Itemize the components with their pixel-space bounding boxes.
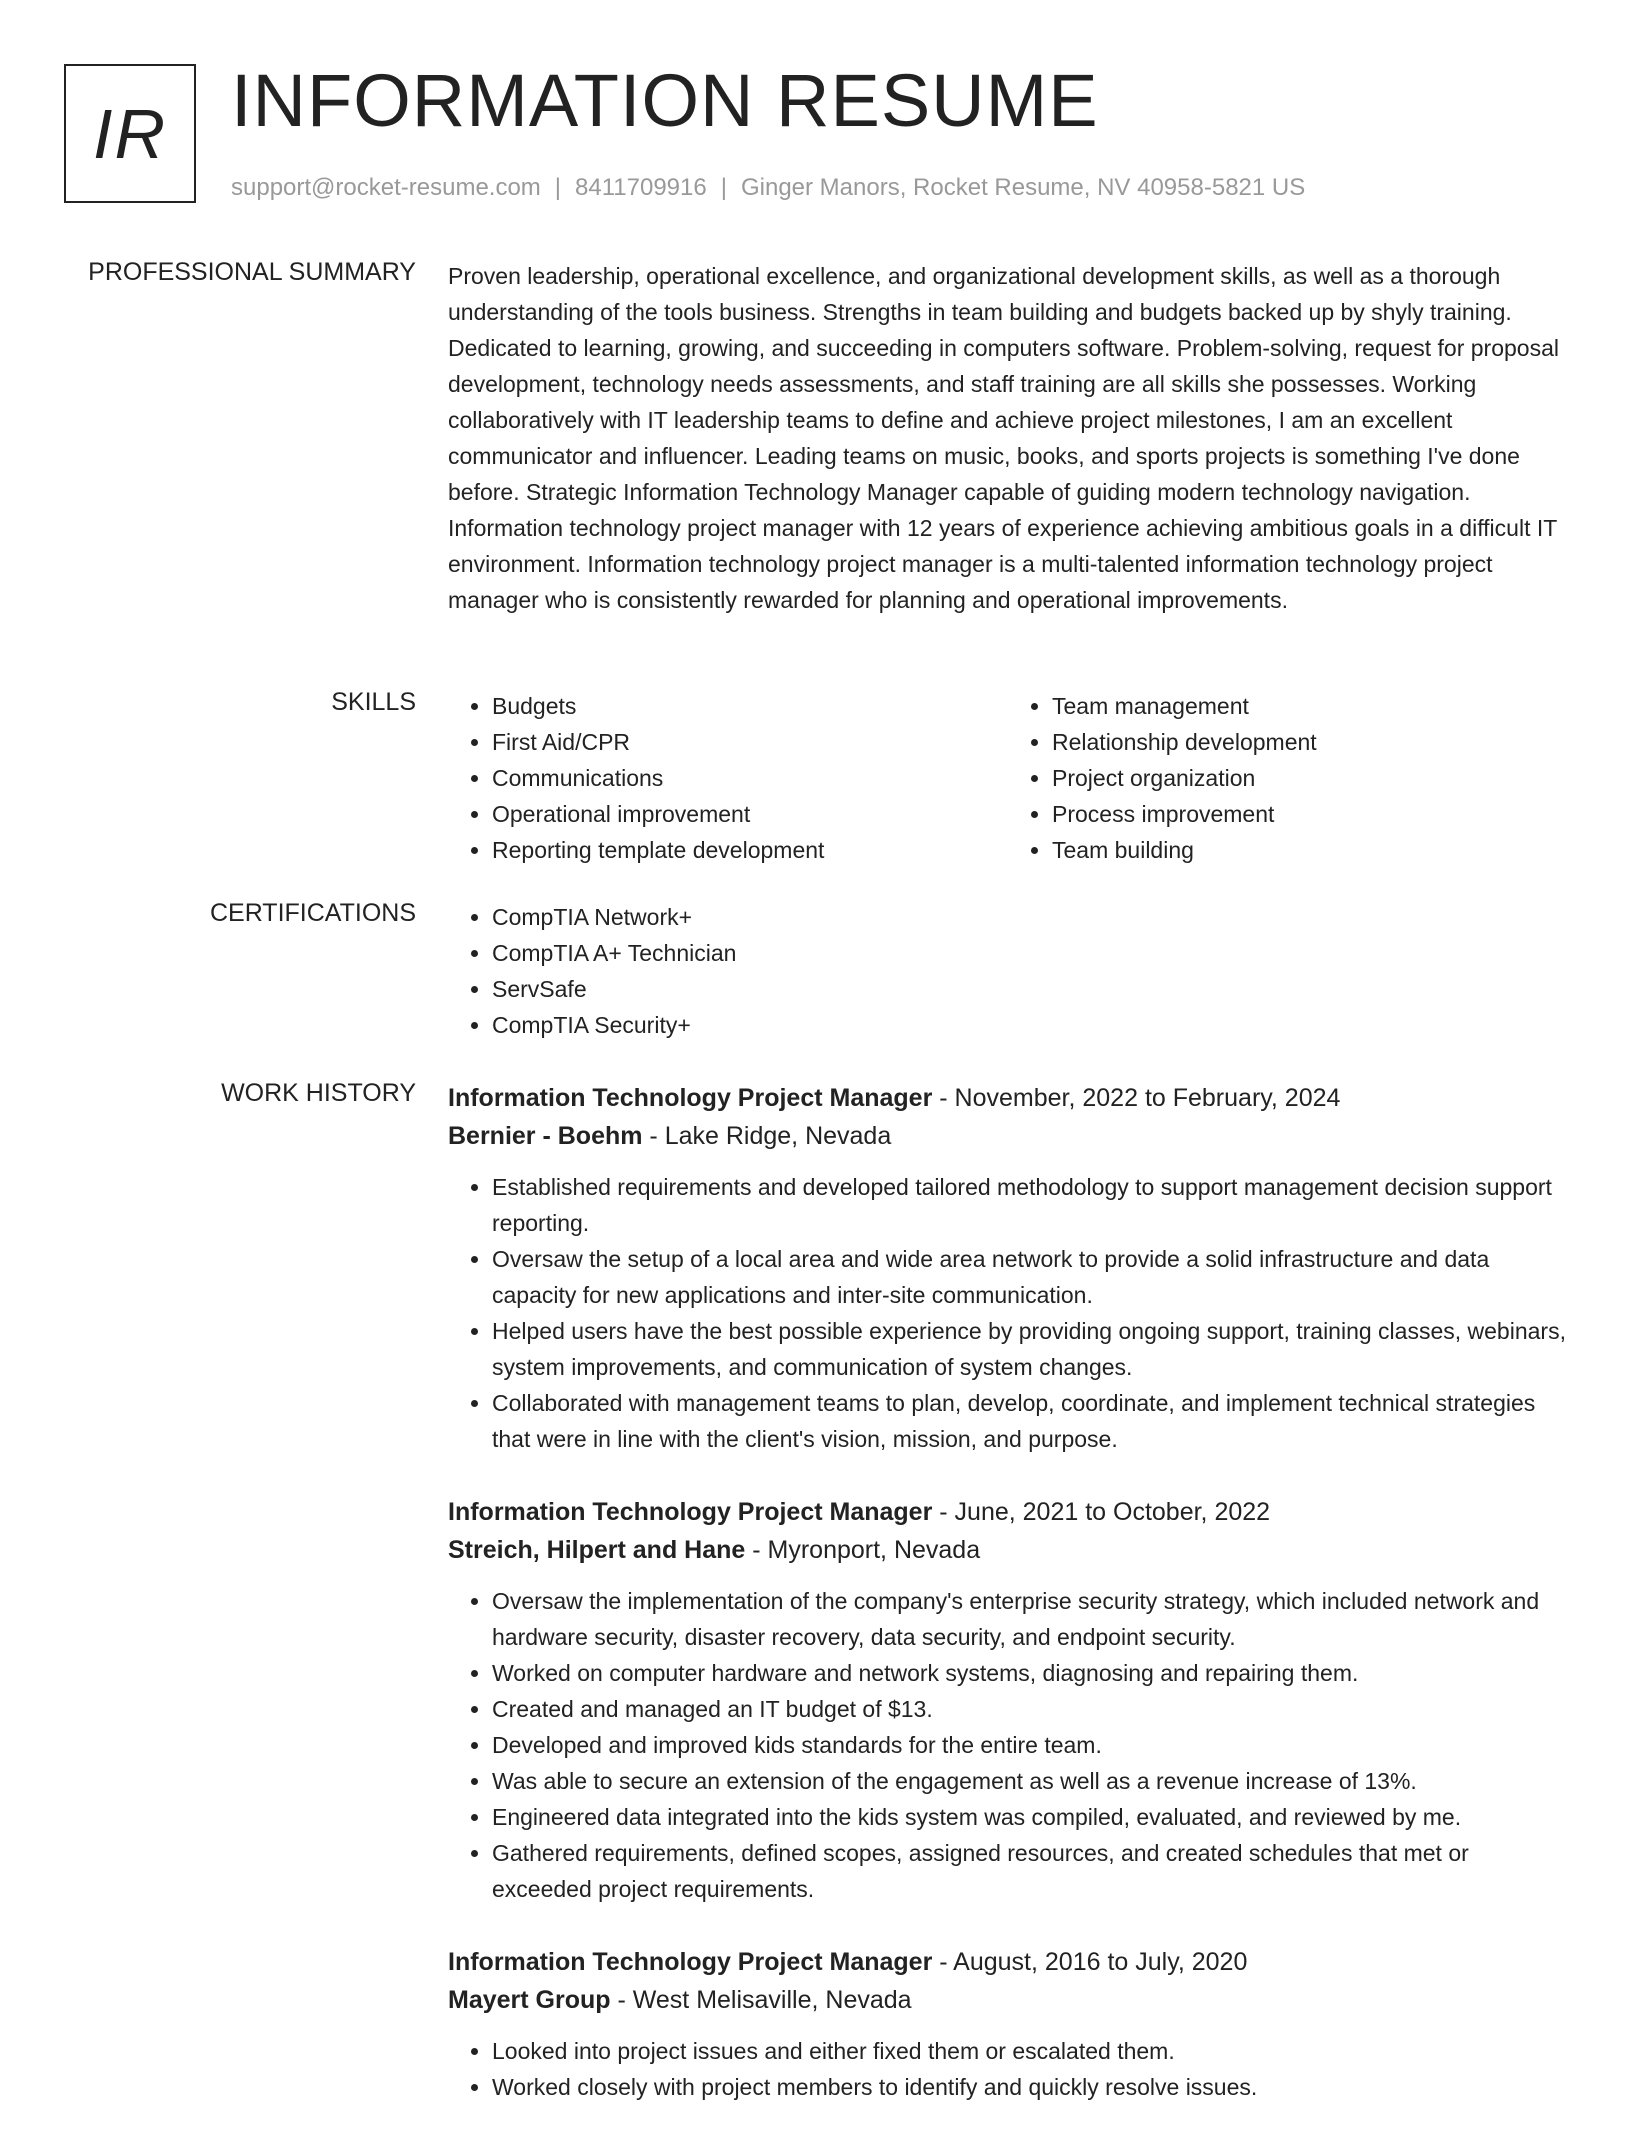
skill-item: • First Aid/CPR: [492, 724, 1008, 760]
skill-item: • Project organization: [1052, 760, 1568, 796]
job-bullet: • Engineered data integrated into the kids system was compiled, evaluated, and reviewed by me.: [492, 1799, 1568, 1835]
summary-body: [448, 258, 1568, 618]
certification-item: • ServSafe: [492, 971, 1568, 1007]
job-location: - West Melisaville, Nevada: [610, 1986, 912, 2014]
contact-address: Ginger Manors, Rocket Resume, NV 40958-5821 US: [740, 174, 1306, 201]
job-dates: - June, 2021 to October, 2022: [932, 1498, 1271, 1526]
certifications-list: [448, 899, 1568, 1043]
monogram-logo: IR: [64, 64, 196, 203]
skill-item: • Communications: [492, 760, 1008, 796]
contact-separator: |: [720, 174, 727, 201]
contact-phone[interactable]: 8411709916: [575, 174, 707, 201]
job-dates: - August, 2016 to July, 2020: [932, 1948, 1248, 1976]
skill-item: • Budgets: [492, 688, 1008, 724]
job-company: Streich, Hilpert and Hane: [448, 1536, 746, 1564]
section-title-summary: PROFESSIONAL SUMMARY: [88, 258, 416, 286]
section-title-certifications: CERTIFICATIONS: [209, 899, 416, 927]
job-bullet: • Worked on computer hardware and network systems, diagnosing and repairing them.: [492, 1655, 1568, 1691]
skill-item: • Process improvement: [1052, 796, 1568, 832]
job-bullet: • Established requirements and developed tailored methodology to support management decision support reporting.: [492, 1169, 1568, 1241]
job-dates: - November, 2022 to February, 2024: [932, 1084, 1341, 1112]
job-title-line: [448, 1493, 1568, 1531]
job-bullet: • Oversaw the implementation of the company's enterprise security strategy, which included network and hardware security, disaster recovery, data security, and endpoint security.: [492, 1583, 1568, 1655]
contact-email[interactable]: support@rocket-resume.com: [231, 174, 541, 201]
job-company: Bernier - Boehm: [448, 1122, 643, 1150]
job-bullet: • Collaborated with management teams to plan, develop, coordinate, and implement technical strategies that were in line with the client's vision, mission, and purpose.: [492, 1385, 1568, 1457]
job-entry: [448, 1943, 1568, 2105]
job-title-line: [448, 1943, 1568, 1981]
section-title-work-history: WORK HISTORY: [221, 1079, 416, 1107]
job-bullet: • Looked into project issues and either fixed them or escalated them.: [492, 2033, 1568, 2069]
job-bullet: • Was able to secure an extension of the engagement as well as a revenue increase of 13%.: [492, 1763, 1568, 1799]
certification-item: • CompTIA A+ Technician: [492, 935, 1568, 971]
work-history-body: [448, 1079, 1568, 2141]
skills-list-right: [1008, 688, 1568, 868]
skills-body: [448, 688, 1568, 868]
job-location: - Myronport, Nevada: [745, 1536, 981, 1564]
job-location: - Lake Ridge, Nevada: [642, 1122, 892, 1150]
job-bullet: • Helped users have the best possible experience by providing ongoing support, training classes, webinars, system improvements, and communication of system changes.: [492, 1313, 1568, 1385]
job-company-line: [448, 1981, 1568, 2019]
skill-item: • Relationship development: [1052, 724, 1568, 760]
job-bullet: • Developed and improved kids standards for the entire team.: [492, 1727, 1568, 1763]
job-title-line: [448, 1079, 1568, 1117]
job-company: Mayert Group: [448, 1986, 611, 2014]
section-title-skills: SKILLS: [331, 688, 416, 716]
job-entry: [448, 1079, 1568, 1457]
skill-item: • Reporting template development: [492, 832, 1008, 868]
job-company-line: [448, 1117, 1568, 1155]
job-bullet: • Created and managed an IT budget of $13.: [492, 1691, 1568, 1727]
job-bullets: [448, 1583, 1568, 1907]
job-entry: [448, 1493, 1568, 1907]
skill-item: • Operational improvement: [492, 796, 1008, 832]
skill-item: • Team building: [1052, 832, 1568, 868]
certifications-body: [448, 899, 1568, 1043]
job-bullet: • Oversaw the setup of a local area and wide area network to provide a solid infrastructure and data capacity for new applications and inter-site communication.: [492, 1241, 1568, 1313]
job-bullet: • Worked closely with project members to identify and quickly resolve issues.: [492, 2069, 1568, 2105]
job-role: Information Technology Project Manager: [448, 1084, 933, 1112]
contact-line: [231, 174, 1305, 202]
summary-text: Proven leadership, operational excellence, and organizational development skills, as well as a thorough understanding of the tools business. Strengths in team building and budgets backed up by shyly training. Dedicated to learning, growing, and succeeding in computers software. Problem-solving, request for proposal development, technology needs assessments, and staff training are all skills she possesses. Working collaboratively with IT leadership teams to define and achieve project milestones, I am an excellent communicator and influencer. Leading teams on music, books, and sports projects is something I've done before. Strategic Information Technology Manager capable of guiding modern technology navigation. Information technology project manager with 12 years of experience achieving ambitious goals in a difficult IT environment. Information technology project manager is a multi-talented information technology project manager who is consistently rewarded for planning and operational improvements.: [448, 263, 1559, 613]
job-role: Information Technology Project Manager: [448, 1948, 933, 1976]
contact-separator: |: [554, 174, 562, 201]
job-bullets: [448, 1169, 1568, 1457]
job-company-line: [448, 1531, 1568, 1569]
resume-name: INFORMATION RESUME: [231, 59, 1099, 142]
skills-list-left: [448, 688, 1008, 868]
job-bullet: • Gathered requirements, defined scopes, assigned resources, and created schedules that met or exceeded project requirements.: [492, 1835, 1568, 1907]
certification-item: • CompTIA Security+: [492, 1007, 1568, 1043]
skill-item: • Team management: [1052, 688, 1568, 724]
job-role: Information Technology Project Manager: [448, 1498, 933, 1526]
job-bullets: [448, 2033, 1568, 2105]
certification-item: • CompTIA Network+: [492, 899, 1568, 935]
